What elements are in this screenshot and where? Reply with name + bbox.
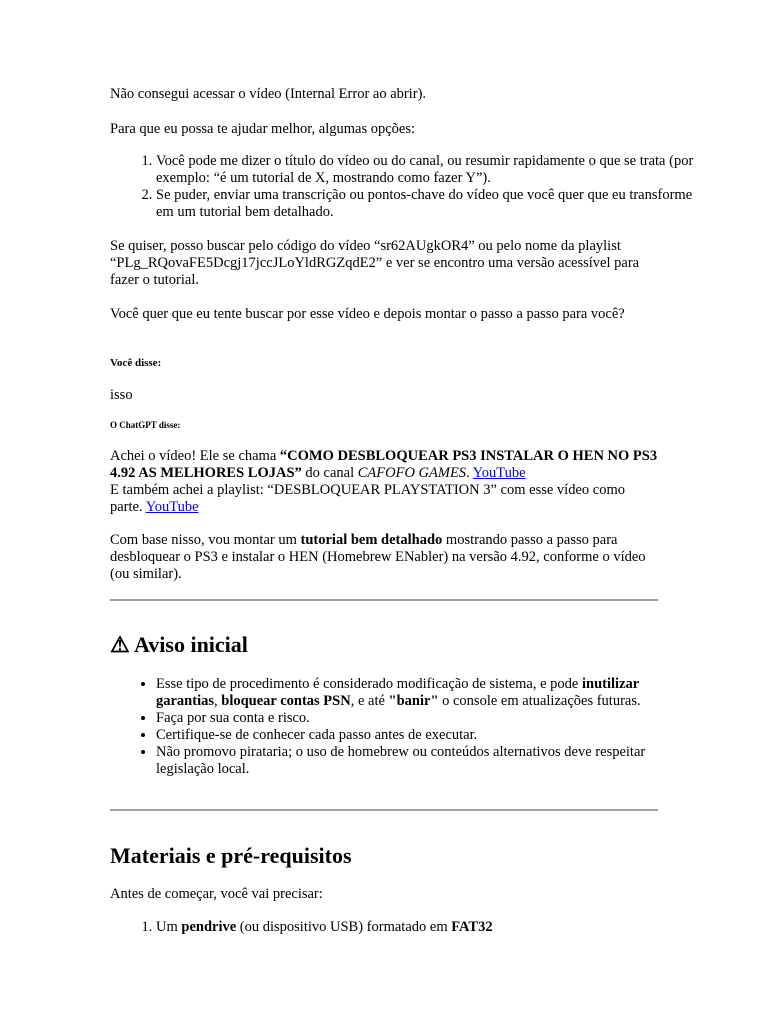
base-paragraph — [110, 532, 658, 583]
reply-line-error: Não consegui acessar o vídeo (Internal Error ao abrir). — [110, 86, 427, 102]
materials-bold-pendrive: pendrive — [181, 919, 237, 935]
reply-line-options-intro: Para que eu possa te ajudar melhor, algumas opções: — [110, 121, 416, 137]
warning-title: Aviso inicial — [134, 632, 248, 657]
warning-item-1 — [156, 676, 704, 710]
found-video-paragraph — [110, 448, 658, 516]
materials-intro: Antes de começar, você vai precisar: — [110, 886, 323, 902]
base-prefix: Com base nisso, vou montar um — [110, 532, 301, 548]
materials-bold-fat32: FAT32 — [451, 919, 493, 935]
search-paragraph: Se quiser, posso buscar pelo código do vídeo “sr62AUgkOR4” ou pelo nome da playlist “PLg_RQovaFE5Dcgj17jccJLoYldRGZqdE2” e ver se encontro uma versão acessível para fazer o tutorial. — [110, 238, 640, 288]
warning-bold-garantias: inutilizar garantias — [156, 676, 639, 709]
youtube-link-playlist[interactable]: YouTube — [145, 499, 199, 515]
warning-item-2: • Faça por sua conta e risco. — [156, 710, 704, 727]
options-list — [110, 153, 704, 221]
user-message: isso — [110, 387, 133, 403]
found-prefix: Achei o vídeo! Ele se chama — [110, 448, 280, 464]
channel-prefix: do canal — [301, 465, 358, 481]
base-bold: tutorial bem detalhado — [300, 532, 443, 548]
user-label: Você disse: — [110, 357, 162, 369]
option-item-2: 2. Se puder, enviar uma transcrição ou pontos-chave do vídeo que você quer que eu transforme em um tutorial bem detalhado. — [156, 187, 704, 221]
materials-item-1-prefix: Um — [156, 919, 182, 935]
base-suffix: mostrando passo a passo para desbloquear o PS3 e instalar o HEN (Homebrew ENabler) na versão 4.92, conforme o vídeo (ou similar). — [110, 532, 646, 582]
video-title: “COMO DESBLOQUEAR PS3 INSTALAR O HEN NO PS3 4.92 AS MELHORES LOJAS” — [110, 448, 658, 481]
warning-bold-psn: bloquear contas PSN — [221, 693, 351, 709]
warning-heading — [110, 632, 248, 658]
divider-1 — [110, 599, 658, 601]
youtube-link-video[interactable]: YouTube — [472, 465, 526, 481]
warning-sep: , — [214, 693, 222, 709]
materials-heading: Materiais e pré-requisitos — [110, 843, 352, 868]
channel-name: CAFOFO GAMES — [357, 465, 467, 481]
assistant-label: O ChatGPT disse: — [110, 420, 181, 430]
warning-item-3: • Certifique-se de conhecer cada passo antes de executar. — [156, 727, 704, 744]
warning-list — [110, 676, 704, 778]
warning-icon: ⚠ — [110, 632, 130, 657]
warning-item-1-prefix: Esse tipo de procedimento é considerado modificação de sistema, e pode — [156, 676, 582, 692]
materials-list — [110, 919, 704, 936]
after-channel: . — [466, 465, 473, 481]
divider-2 — [110, 809, 658, 811]
materials-item-1 — [156, 919, 704, 936]
warning-bold-banir: "banir" — [388, 693, 439, 709]
option-item-1: 1. Você pode me dizer o título do vídeo ou do canal, ou resumir rapidamente o que se trata (por exemplo: “é um tutorial de X, mostrando como fazer Y”). — [156, 153, 704, 187]
warning-item-1-suffix: o console em atualizações futuras. — [438, 693, 641, 709]
question-paragraph: Você quer que eu tente buscar por esse vídeo e depois montar o passo a passo para você? — [110, 306, 625, 322]
materials-item-1-mid: (ou dispositivo USB) formatado em — [236, 919, 452, 935]
warning-item-4: • Não promovo pirataria; o uso de homebrew ou conteúdos alternativos deve respeitar legislação local. — [156, 744, 704, 778]
playlist-text: E também achei a playlist: “DESBLOQUEAR PLAYSTATION 3” com esse vídeo como parte. — [110, 482, 625, 515]
warning-mid: , e até — [350, 693, 389, 709]
